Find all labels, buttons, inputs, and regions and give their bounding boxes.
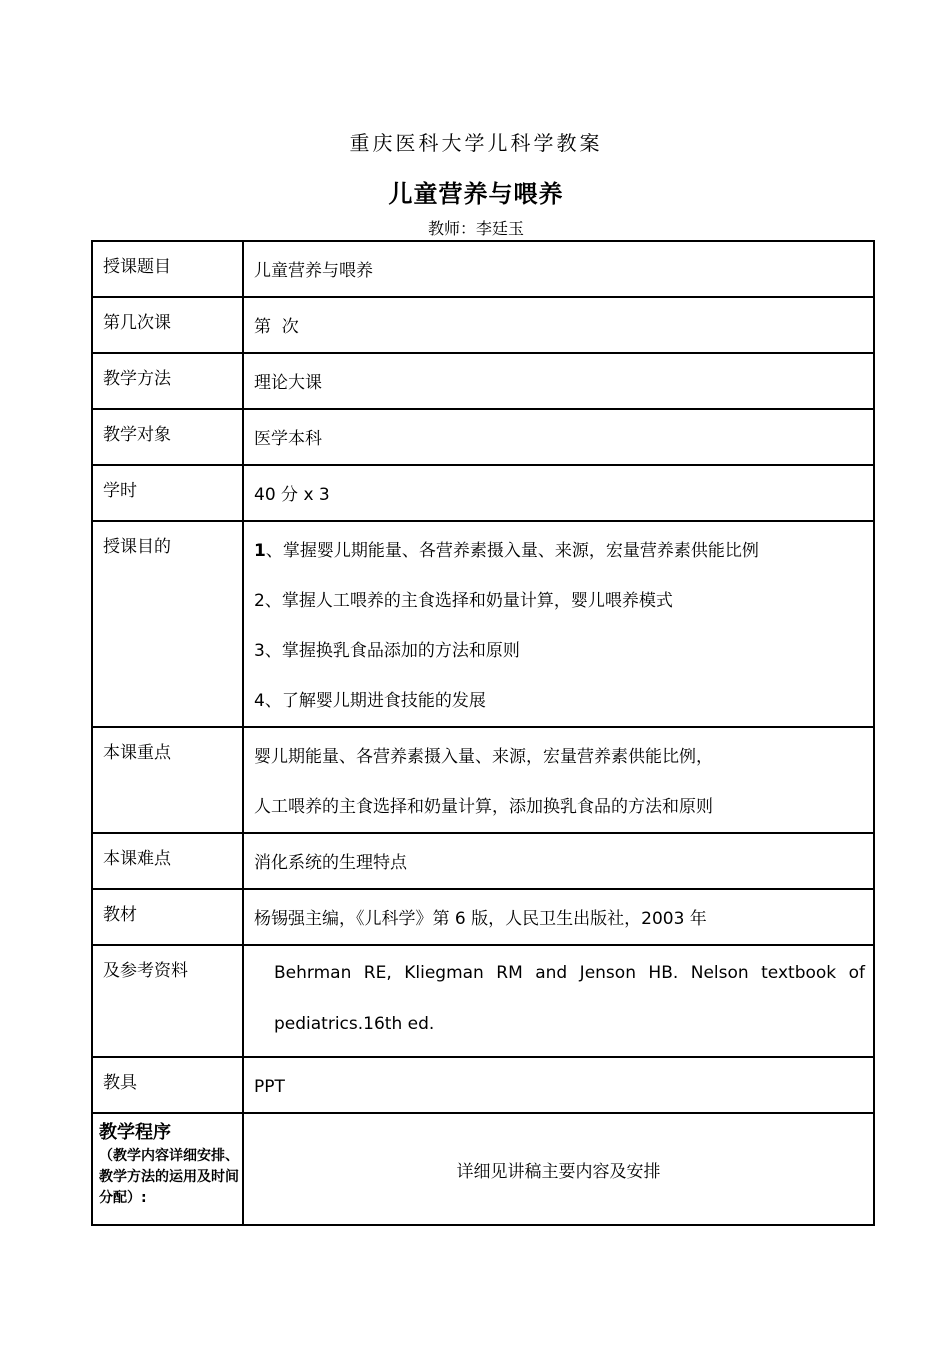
audience-text: 医学本科 xyxy=(254,429,322,449)
table-row-references xyxy=(92,945,874,1057)
row-label-key-points: 本课重点 xyxy=(92,727,243,833)
row-value-audience xyxy=(243,409,874,465)
session-text: 第 次 xyxy=(254,317,299,337)
row-value-procedure: 详细见讲稿主要内容及安排 xyxy=(243,1113,874,1225)
row-label-objectives: 授课目的 xyxy=(92,521,243,727)
reference-block xyxy=(254,946,865,1050)
table-row-procedure xyxy=(92,1113,874,1225)
row-value-session xyxy=(243,297,874,353)
row-label-textbook: 教材 xyxy=(92,889,243,945)
row-label-topic: 授课题目 xyxy=(92,241,243,297)
row-label-difficulties: 本课难点 xyxy=(92,833,243,889)
row-label-hours: 学时 xyxy=(92,465,243,521)
procedure-label-main: 教学程序 xyxy=(99,1122,171,1143)
reference-line: pediatrics.16th ed. xyxy=(274,1014,435,1034)
table-row-method xyxy=(92,353,874,409)
reference-line: Behrman RE, Kliegman RM and Jenson HB. Nelson textbook of xyxy=(274,963,865,983)
table-row-key-points xyxy=(92,727,874,833)
objective-item: 2、掌握人工喂养的主食选择和奶量计算，婴儿喂养模式 xyxy=(254,591,673,611)
row-value-difficulties xyxy=(243,833,874,889)
objective-item: 3、掌握换乳食品添加的方法和原则 xyxy=(254,641,520,661)
key-point-item: 人工喂养的主食选择和奶量计算，添加换乳食品的方法和原则 xyxy=(254,797,713,817)
row-value-tools xyxy=(243,1057,874,1113)
topic-text: 儿童营养与喂养 xyxy=(254,261,373,281)
method-text: 理论大课 xyxy=(254,373,322,393)
table-row-textbook xyxy=(92,889,874,945)
row-value-topic xyxy=(243,241,874,297)
difficulties-text: 消化系统的生理特点 xyxy=(254,853,407,873)
procedure-label-sub: （教学内容详细安排、教学方法的运用及时间分配）: xyxy=(99,1148,239,1206)
objective-item: 4、了解婴儿期进食技能的发展 xyxy=(254,691,486,711)
textbook-text: 杨锡强主编，《儿科学》第 6 版，人民卫生出版社，2003 年 xyxy=(254,909,707,929)
table-row-session xyxy=(92,297,874,353)
row-value-references xyxy=(243,945,874,1057)
row-label-references: 及参考资料 xyxy=(92,945,243,1057)
row-value-textbook xyxy=(243,889,874,945)
table-row-difficulties xyxy=(92,833,874,889)
row-label-procedure xyxy=(92,1113,243,1225)
lesson-plan-table xyxy=(91,240,875,1226)
key-point-item: 婴儿期能量、各营养素摄入量、来源，宏量营养素供能比例， xyxy=(254,747,713,767)
teacher-name: 教师：李廷玉 xyxy=(427,219,524,238)
row-value-hours xyxy=(243,465,874,521)
row-value-method xyxy=(243,353,874,409)
school-title: 重庆医科大学儿科学教案 xyxy=(349,131,603,155)
table-row-topic xyxy=(92,241,874,297)
table-row-tools xyxy=(92,1057,874,1113)
lesson-title: 儿童营养与喂养 xyxy=(388,180,564,208)
tools-text: PPT xyxy=(254,1077,285,1097)
row-label-tools: 教具 xyxy=(92,1057,243,1113)
objective-item: 1、掌握婴儿期能量、各营养素摄入量、来源，宏量营养素供能比例 xyxy=(254,541,759,561)
row-value-objectives xyxy=(243,521,874,727)
table-row-objectives xyxy=(92,521,874,727)
hours-text: 40 分 x 3 xyxy=(254,485,330,505)
table-row-audience xyxy=(92,409,874,465)
table-row-hours xyxy=(92,465,874,521)
row-label-audience: 教学对象 xyxy=(92,409,243,465)
row-label-session: 第几次课 xyxy=(92,297,243,353)
row-value-key-points xyxy=(243,727,874,833)
row-label-method: 教学方法 xyxy=(92,353,243,409)
